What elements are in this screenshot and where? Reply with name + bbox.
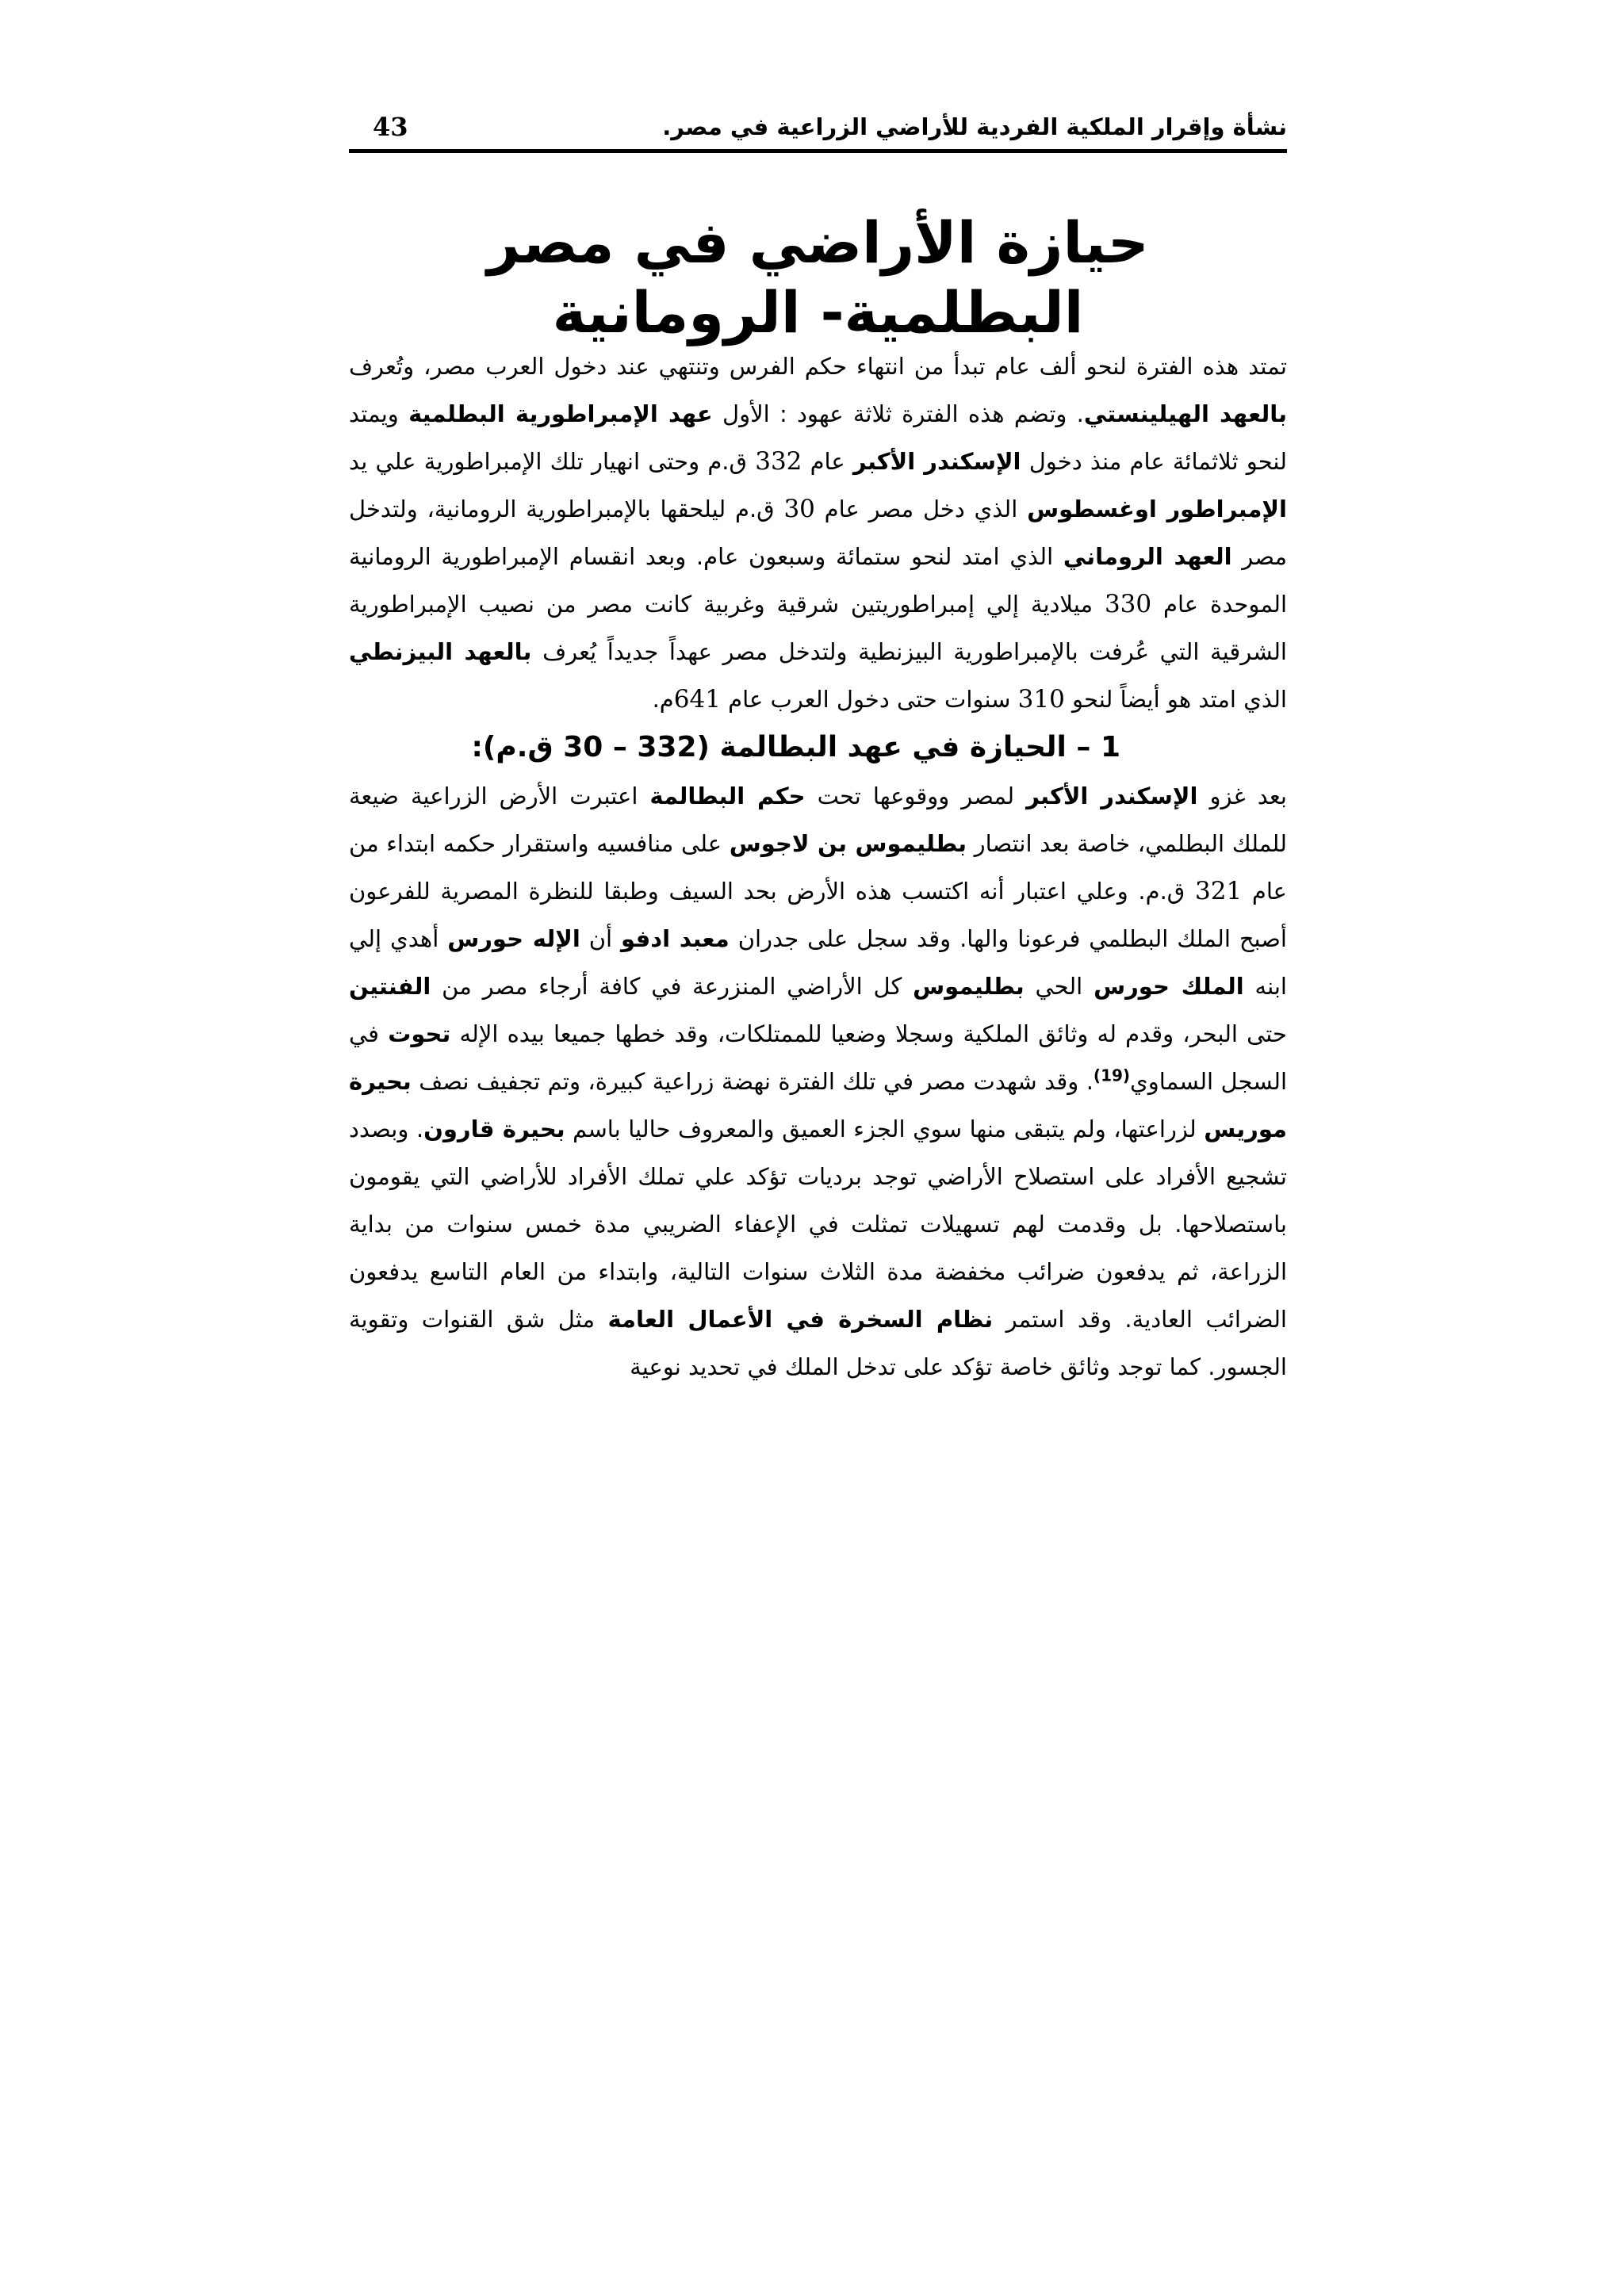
text-run: ويمتد لنحو ثلاثمائة عام منذ دخول <box>349 400 1288 475</box>
text-run: على منافسيه واستقرار حكمه ابتداء من عام <box>349 830 1287 905</box>
text-run: الذي دخل مصر عام <box>814 496 1028 522</box>
text-run: ق.م وحتى انهيار تلك الإمبراطورية علي يد <box>349 448 756 475</box>
text-run: سنوات حتى دخول العرب عام <box>720 686 1018 713</box>
bold-term: الملك حورس <box>1094 973 1244 1000</box>
section-heading: 1 – الحيازة في عهد البطالمة (332 – 30 ق.م): <box>471 731 1120 763</box>
number: 310 <box>1017 685 1065 714</box>
number: 321 <box>1195 877 1243 905</box>
bold-term: العهد الروماني <box>1063 543 1232 570</box>
bold-term: بالعهد البيزنطي <box>349 638 532 665</box>
running-header <box>349 105 1287 149</box>
number: 330 <box>1104 590 1152 618</box>
text-run: عام <box>802 448 853 475</box>
text-run: ق.م ليلحقها بالإمبراطورية الرومانية، ولتدخل مصر <box>349 496 1287 570</box>
text-run: الذي امتد لنحو ستمائة وسبعون عام. وبعد انقسام الإمبراطورية الرومانية الموحدة عام <box>349 543 1288 618</box>
footnote-marker: (19) <box>1093 1066 1131 1085</box>
bold-term: الإله حورس <box>447 925 580 952</box>
text-run: أهدي إلي ابنه <box>349 925 1287 1000</box>
bold-term: حكم البطالمة <box>649 783 806 809</box>
text-run: لزراعتها، ولم يتبقى منها سوي الجزء العميق والمعروف حاليا باسم <box>565 1115 1205 1142</box>
text-run: تمتد هذه الفترة لنحو ألف عام تبدأ من انتهاء حكم الفرس وتنتهي عند دخول العرب مصر، وتُعرف <box>349 353 1287 380</box>
chapter-title-line-2: البطلمية- الرومانية <box>552 279 1084 346</box>
text-run: لمصر ووقوعها تحت <box>805 783 1027 809</box>
text-run: ميلادية إلي إمبراطوريتين شرقية وغربية كانت مصر من نصيب الإمبراطورية الشرقية التي عُرفت بالإمبراطورية البيزنطية ولتدخل مصر عهداً جديداً يُعرف <box>349 591 1287 665</box>
text-run: كل الأراضي المنزرعة في كافة أرجاء مصر من <box>431 973 914 1000</box>
bold-term: بحيرة موريس <box>349 1068 1287 1142</box>
number: 641 <box>673 685 721 714</box>
bold-term: الفنتين <box>349 973 431 1000</box>
chapter-title <box>396 208 1239 347</box>
text-run: اعتبرت الأرض الزراعية ضيعة للملك البطلمي، خاصة بعد انتصار <box>349 783 1287 857</box>
chapter-title-line-1: حيازة الأراضي في مصر <box>487 209 1149 276</box>
body-text <box>349 342 1287 1391</box>
bold-term: بطليموس بن لاجوس <box>729 830 967 857</box>
number: 332 <box>755 447 802 476</box>
header-rule <box>349 149 1287 153</box>
bold-term: نظام السخرة في الأعمال العامة <box>607 1306 994 1333</box>
bold-term: الإمبراطور اوغسطوس <box>1027 496 1287 522</box>
text-run: الحي <box>1024 973 1094 1000</box>
text-run: ق.م. وعلي اعتبار أنه اكتسب هذه الأرض بحد السيف وطبقا للنظرة المصرية للفرعون أصبح الملك البطلمي فرعونا والها. وقد سجل على جدران <box>349 878 1287 952</box>
text-run: م. <box>652 686 674 713</box>
bold-term: معبد ادفو <box>621 925 730 952</box>
section-1-paragraph <box>349 772 1287 1391</box>
text-run: في السجل السماوي <box>349 1020 1288 1095</box>
bold-term: بحيرة قارون <box>423 1115 565 1142</box>
bold-term: الإسكندر الأكبر <box>1026 783 1198 809</box>
text-run: بعد غزو <box>1197 783 1287 809</box>
bold-term: الإسكندر الأكبر <box>852 448 1021 475</box>
page-number: 43 <box>373 112 408 142</box>
bold-term: عهد الإمبراطورية البطلمية <box>408 400 713 427</box>
text-run: . وقد شهدت مصر في تلك الفترة نهضة زراعية كبيرة، وتم تجفيف نصف <box>411 1068 1094 1095</box>
bold-term: تحوت <box>388 1020 451 1047</box>
text-run: أن <box>580 925 622 952</box>
running-header-title: نشأة وإقرار الملكية الفردية للأراضي الزراعية في مصر. <box>662 113 1287 140</box>
text-run: . وتضم هذه الفترة ثلاثة عهود : الأول <box>712 400 1084 427</box>
bold-term: بطليموس <box>913 973 1025 1000</box>
number: 30 <box>783 495 815 523</box>
intro-paragraph <box>349 342 1287 723</box>
text-run: حتى البحر، وقدم له وثائق الملكية وسجلا وضعيا للممتلكات، وقد خطها جميعا بيده الإله <box>450 1020 1287 1047</box>
text-run: الذي امتد هو أيضاً لنحو <box>1064 686 1287 713</box>
text-run: مثل شق القنوات وتقوية الجسور. كما توجد وثائق خاصة تؤكد على تدخل الملك في تحديد نوعية <box>349 1306 1287 1380</box>
text-run: . وبصدد تشجيع الأفراد على استصلاح الأراضي توجد برديات تؤكد علي تملك الأفراد للأراضي التي يقومون باستصلاحها. بل وقدمت لهم تسهيلات تمثلت في الإعفاء الضريبي مدة خمس سنوات من بداية الزراعة، ثم يدفعون ضرائب مخفضة مدة الثلاث سنوات التالية، وابتداء من العام التاسع يدفعون الضرائب العادية. وقد استمر <box>349 1115 1287 1333</box>
bold-term: بالعهد الهيلينستي <box>1083 400 1287 427</box>
